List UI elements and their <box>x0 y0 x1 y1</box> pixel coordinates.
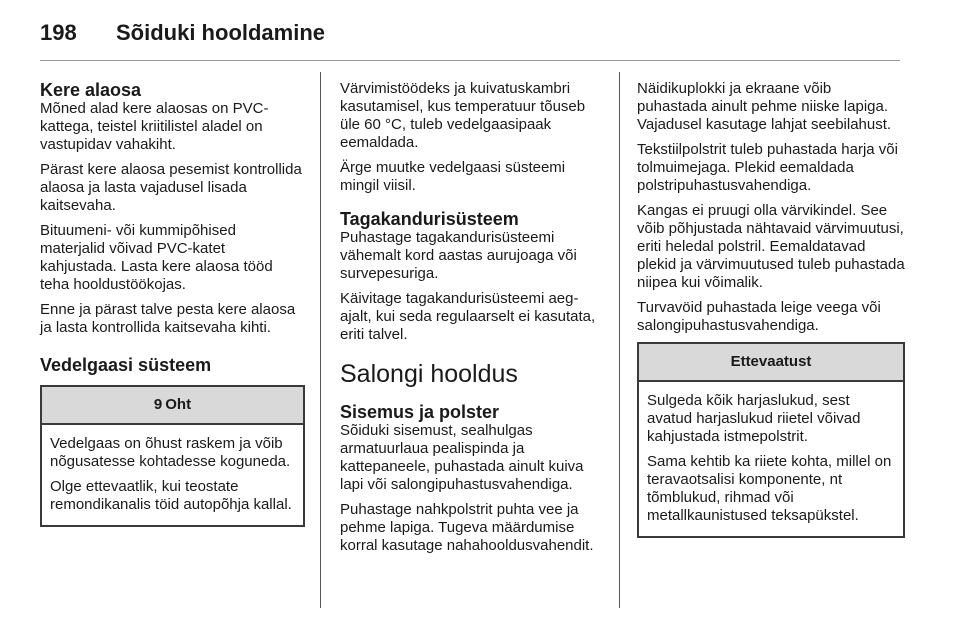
paragraph: Mõned alad kere alaosas on PVC-kattega, teistel kriitilistel aladel on vastupidav vahakiht. <box>40 100 269 153</box>
paragraph: Ärge muutke vedelgaasi süsteemi mingil viisil. <box>340 159 566 194</box>
warning-box-body <box>42 425 303 525</box>
section-heading-sisemus: Sisemus ja polster <box>340 402 500 422</box>
paragraph: Bituumeni- või kummipõhised materjalid võivad PVC-katet kahjustada. Lasta kere alaosa tööd teha hooldustöökojas. <box>40 222 273 293</box>
paragraph: Tekstiilpolstrit tuleb puhastada harja või tolmuimejaga. Plekid eemaldada polstripuhastusvahendiga. <box>637 141 898 194</box>
section-heading-tagakandur: Tagakandurisüsteem <box>340 209 519 229</box>
column-2 <box>340 80 608 562</box>
paragraph: Värvimistöödeks ja kuivatuskambri kasutamisel, kus temperatuur tõuseb üle 60 °C, tuleb vedelgaasipaak eemaldada. <box>340 80 586 151</box>
paragraph: Sama kehtib ka riiete kohta, millel on teravaotsalisi komponente, nt tõmblukud, rihmad või metallkaunistused teksapükstel. <box>647 453 892 524</box>
caution-box-header: Ettevaatust <box>639 344 903 382</box>
warning-icon: 9 <box>153 396 163 413</box>
caution-box <box>637 342 905 538</box>
section-heading-vedelgaasi: Vedelgaasi süsteem <box>40 355 212 375</box>
paragraph: Olge ettevaatlik, kui teostate remondikanalis töid autopõhja kallal. <box>50 478 292 513</box>
header-divider <box>40 60 900 61</box>
paragraph: Enne ja pärast talve pesta kere alaosa ja lasta kontrollida kaitsevaha kihti. <box>40 301 296 336</box>
column-1 <box>40 80 305 527</box>
paragraph: Puhastage nahkpolstrit puhta vee ja pehme lapiga. Tugeva määrdumise korral kasutage nahahooldusvahendit. <box>340 501 594 554</box>
column-divider-1 <box>320 72 321 608</box>
paragraph: Käivitage tagakandurisüsteemi aeg-ajalt, kui seda regulaarselt ei kasutata, eriti talvel. <box>340 290 596 343</box>
page-header <box>40 20 920 60</box>
chapter-heading-salongi-hooldus: Salongi hooldus <box>340 360 518 388</box>
paragraph: Kangas ei pruugi olla värvikindel. See võib põhjustada nähtavaid värvimuutusi, eriti heledal polstril. Eemaldatavad plekid ja värvimuutused tuleb puhastada niipea kui võimalik. <box>637 202 905 291</box>
paragraph: Puhastage tagakandurisüsteemi vähemalt kord aastas aurujoaga või survepesuriga. <box>340 229 577 282</box>
paragraph: Turvavöid puhastada leige veega või salongipuhastusvahendiga. <box>637 299 881 334</box>
caution-box-body <box>639 382 903 536</box>
warning-box <box>40 385 305 527</box>
section-heading-kere-alaosa: Kere alaosa <box>40 80 142 100</box>
paragraph: Vedelgaas on õhust raskem ja võib nõgusatesse kohtadesse koguneda. <box>50 435 291 470</box>
paragraph: Pärast kere alaosa pesemist kontrollida alaosa ja lasta vajadusel lisada kaitsevaha. <box>40 161 302 214</box>
column-divider-2 <box>619 72 620 608</box>
warning-box-header <box>42 387 303 425</box>
column-3 <box>637 80 905 538</box>
paragraph: Sulgeda kõik harjaslukud, sest avatud harjaslukud riietel võivad kahjustada istmepolstrit. <box>647 392 861 445</box>
page-title: Sõiduki hooldamine <box>116 20 326 45</box>
page-number: 198 <box>40 20 77 45</box>
warning-box-title: Oht <box>165 396 192 413</box>
paragraph: Sõiduki sisemust, sealhulgas armatuurlaua pealispinda ja kattepaneele, puhastada ainult kuiva lapi või salongipuhastusvahendiga. <box>340 422 584 493</box>
paragraph: Näidikuplokki ja ekraane võib puhastada ainult pehme niiske lapiga. Vajadusel kasutage lahjat seebilahust. <box>637 80 892 133</box>
